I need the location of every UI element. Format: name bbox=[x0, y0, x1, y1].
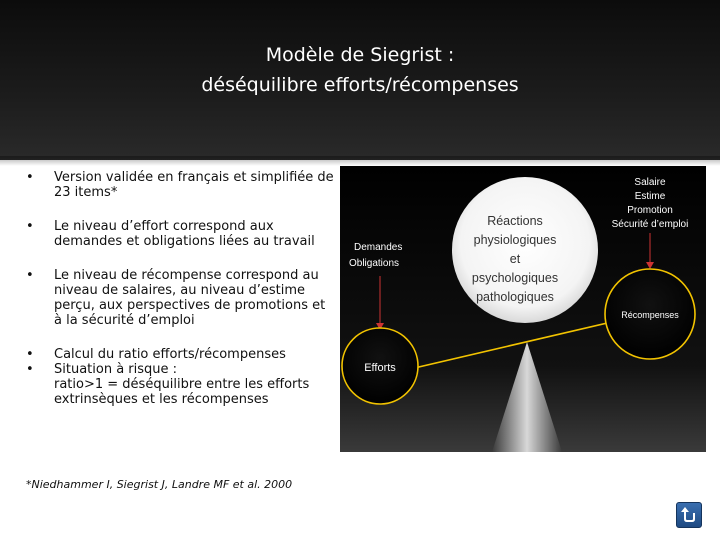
return-button[interactable] bbox=[676, 502, 702, 528]
return-arrow-icon bbox=[680, 506, 698, 524]
bullet-marker: • bbox=[26, 347, 34, 362]
demandes-label: Demandes bbox=[354, 242, 403, 253]
bullet-continuation: ratio>1 = déséquilibre entre les efforts bbox=[54, 377, 310, 392]
bullet-text: Calcul du ratio efforts/récompenses bbox=[54, 347, 286, 362]
banner-shadow bbox=[0, 156, 720, 166]
bullet-item bbox=[26, 362, 336, 377]
recompenses-label: Récompenses bbox=[621, 310, 679, 320]
balance-diagram bbox=[340, 166, 706, 452]
bullet-marker: • bbox=[26, 170, 34, 185]
bullet-marker: • bbox=[26, 219, 34, 234]
promotion-label: Promotion bbox=[627, 205, 673, 216]
securite-label: Sécurité d’emploi bbox=[611, 219, 689, 230]
circle-text-4: psychologiques bbox=[471, 271, 559, 285]
estime-label: Estime bbox=[634, 191, 666, 202]
efforts-label: Efforts bbox=[364, 362, 396, 374]
obligations-label: Obligations bbox=[349, 258, 400, 269]
title-line-2: déséquilibre efforts/récompenses bbox=[201, 74, 519, 96]
bullet-text: demandes et obligations liées au travail bbox=[54, 234, 315, 249]
bullet-text: Situation à risque : bbox=[54, 362, 178, 377]
footnote bbox=[26, 478, 292, 491]
bullet-text: à la sécurité d’emploi bbox=[54, 313, 195, 328]
bullet-text: 23 items* bbox=[54, 185, 118, 200]
bullet-item bbox=[26, 268, 336, 328]
circle-text-3: et bbox=[509, 252, 521, 266]
bullet-text: Le niveau d’effort correspond aux bbox=[54, 219, 274, 234]
bullet-continuation: extrinsèques et les récompenses bbox=[54, 392, 269, 407]
circle-text-5: pathologiques bbox=[476, 290, 554, 304]
footnote-text: Niedhammer I, Siegrist J, Landre MF et al. 2000 bbox=[31, 478, 293, 491]
bullet-marker: • bbox=[26, 268, 34, 283]
bullet-item bbox=[26, 170, 336, 200]
slide-title bbox=[0, 40, 720, 100]
bullet-list bbox=[26, 170, 336, 407]
bullet-marker: • bbox=[26, 362, 34, 377]
footnote-star: * bbox=[26, 478, 32, 491]
bullet-text: Version validée en français et simplifiée de bbox=[54, 170, 334, 185]
circle-text-2: physiologiques bbox=[473, 233, 557, 247]
bullet-text: Le niveau de récompense correspond au bbox=[54, 268, 319, 283]
bullet-item bbox=[26, 347, 336, 362]
bullet-item bbox=[26, 219, 336, 249]
bullet-text: perçu, aux perspectives de promotions et bbox=[54, 298, 326, 313]
circle-text-1: Réactions bbox=[487, 214, 543, 228]
salaire-label: Salaire bbox=[634, 177, 666, 188]
title-line-1: Modèle de Siegrist : bbox=[265, 44, 455, 66]
bullet-text: niveau de salaires, au niveau d’estime bbox=[54, 283, 306, 298]
